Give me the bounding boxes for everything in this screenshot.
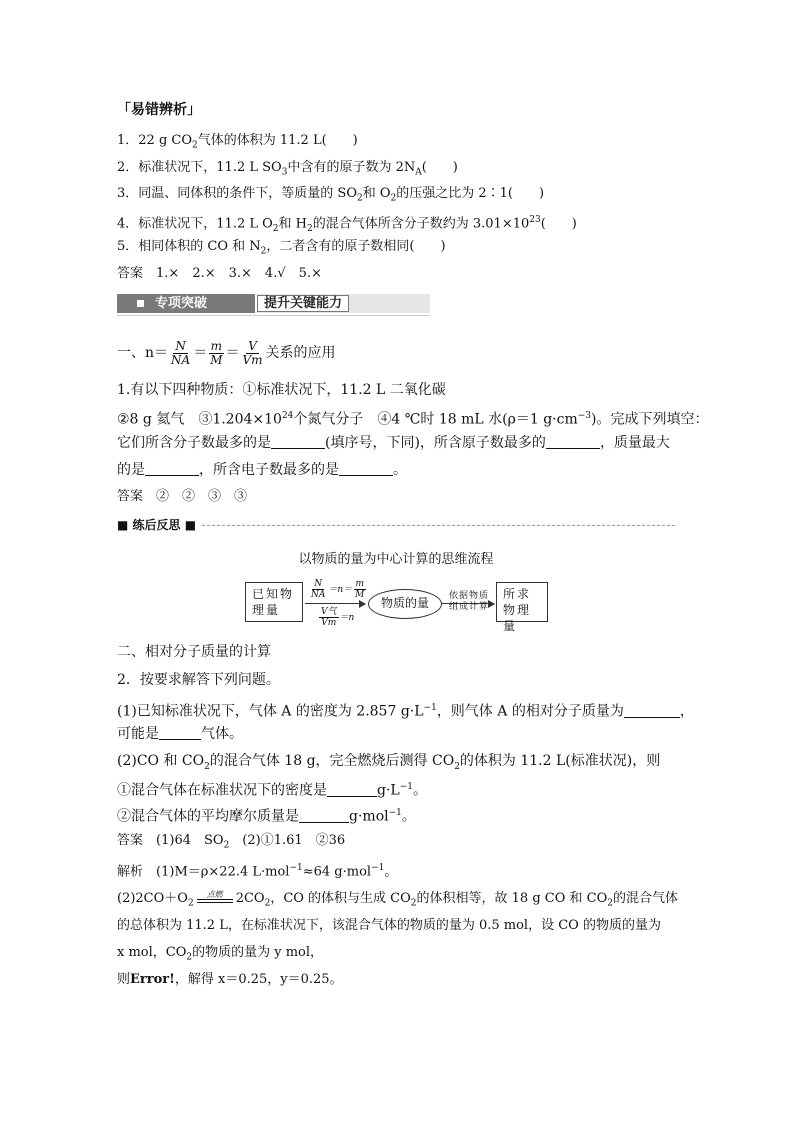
q1-line-3: 它们所含分子数最多的是 (填序号，下同)，所含原子数最多的 ，质量最大: [117, 435, 670, 451]
q1-line-2: ②8 g 氦气 $③1.204\times 10^{24}$个氮气分子 ④4 ℃时 18 mL 水(ρ＝1 $g\cdot cm^{-3}$)。完成下列填空：: [117, 411, 709, 428]
analysis-line-5: 则Error!，解得 x＝0.25，y＝0.25。: [117, 972, 343, 987]
analysis-line-1: 解析 (1)M＝ρ×22.4 L·mol$^{-1}$≈64 g·mol$^{-1}$。: [117, 863, 398, 880]
reflection-divider: ■ 练后反思 ■: [117, 516, 675, 534]
q1-line-4: 的是 ，所含电子数最多的是 。: [117, 462, 407, 478]
q1-line-1: 1.有以下四种物质：①标准状况下，11.2 L 二氧化碳: [117, 382, 446, 398]
q2-part-2b: ②混合气体的平均摩尔质量是 g·mol$^{-1}$。: [117, 808, 416, 825]
q2-part-2: (2)CO 和 $CO_2$的混合气体 18 g，完全燃烧后测得 $CO_2$的体积为 11.2 L(标准状况)，则: [117, 753, 661, 772]
analysis-line-4: x mol，$CO_2$的物质的量为 y mol，: [117, 945, 324, 963]
error-item-3: 3．同温、同体积的条件下，等质量的 $SO_2$和 $O_2$的压强之比为 2∶1( ): [117, 186, 545, 204]
composition-label: 依据物质组成计算: [448, 591, 489, 612]
section-header-error-analysis: 「易错辨析」: [117, 102, 201, 118]
q2-part-1b: 可能是 气体。: [117, 726, 243, 742]
answer-blank[interactable]: [145, 461, 199, 476]
answer-blank[interactable]: [339, 461, 393, 476]
q2-part-1: (1)已知标准状况下，气体 A 的密度为 2.857 $g\cdot L^{-1}$，则气体 A 的相对分子质量为 ，: [117, 703, 694, 720]
error-item-1: 1．22 g $CO_2$气体的体积为 11.2 L( ): [117, 133, 358, 151]
bracket-open-icon: 「: [117, 102, 131, 118]
answer-blank[interactable]: [299, 808, 349, 823]
section-2-heading: 二、相对分子质量的计算: [117, 644, 271, 660]
section-banner: 专项突破 提升关键能力: [117, 294, 430, 313]
answer-blank[interactable]: [327, 782, 377, 797]
error-item-2: 2．标准状况下，11.2 L $SO_3$中含有的原子数为 $2N_A$( ): [117, 160, 458, 178]
answer-blank[interactable]: [624, 703, 680, 718]
error-item-5: 5．相同体积的 CO 和 $N_2$，二者含有的原子数相同( ): [117, 239, 446, 257]
moles-ellipse: 物质的量: [368, 589, 442, 619]
answer-block-3: 答案 (1)64 $SO_2$ (2)①1.61 ②36: [117, 833, 346, 851]
known-quantity-box: 已知物理量: [245, 582, 303, 622]
target-quantity-box: 所求物理量: [496, 582, 548, 622]
error-item-4: 4．标准状况下，11.2 L $O_2$和 $H_2$的混合气体所含分子数约为 $3.01\times 10^{23}$( ): [117, 215, 577, 234]
answer-blank[interactable]: [546, 434, 600, 449]
answer-block-1: 答案 1.× 2.× 3.× 4.√ 5.×: [117, 266, 322, 281]
formula-n-m: $\frac{N}{NA}$ ＝n＝ $\frac{m}{M}$: [311, 579, 365, 600]
q2-part-2a: ①混合气体在标准状况下的密度是 $g\cdot L^{-1}$。: [117, 782, 427, 799]
banner-underline: [117, 315, 430, 316]
analysis-line-3: 的总体积为 11.2 L，在标准状况下，该混合气体的物质的量为 0.5 mol，设 CO 的物质的量为: [117, 918, 661, 933]
reaction-arrow-icon: 点燃: [197, 892, 233, 906]
bracket-close-icon: 」: [187, 102, 201, 118]
answer-block-2: 答案 ② ② ③ ③: [117, 489, 248, 504]
diagram-title: 以物质的量为中心计算的思维流程: [298, 552, 494, 567]
formula-volume: $\frac{\text{V气}}{Vm}$ ＝n: [321, 607, 355, 628]
arrow-to-moles: [305, 603, 365, 604]
analysis-line-2: $(2)2CO+O_2$ 点燃 $2CO_2$，CO 的体积与生成 $CO_2$的体积相等，故 18 g CO 和 $CO_2$的混合气体: [117, 889, 679, 909]
q2-intro: 2．按要求解答下列问题。: [117, 672, 280, 688]
answer-blank[interactable]: [159, 725, 201, 740]
answer-blank[interactable]: [271, 434, 325, 449]
square-bullet-icon: [137, 300, 144, 307]
square-bullet-icon: ■: [117, 518, 133, 532]
section-1-heading: 一、n＝ $\frac{N}{NA}$ ＝ $\frac{m}{M}$ ＝ $\frac{V}{Vm}$ 关系的应用: [117, 338, 336, 367]
square-bullet-icon: ■: [184, 518, 197, 532]
